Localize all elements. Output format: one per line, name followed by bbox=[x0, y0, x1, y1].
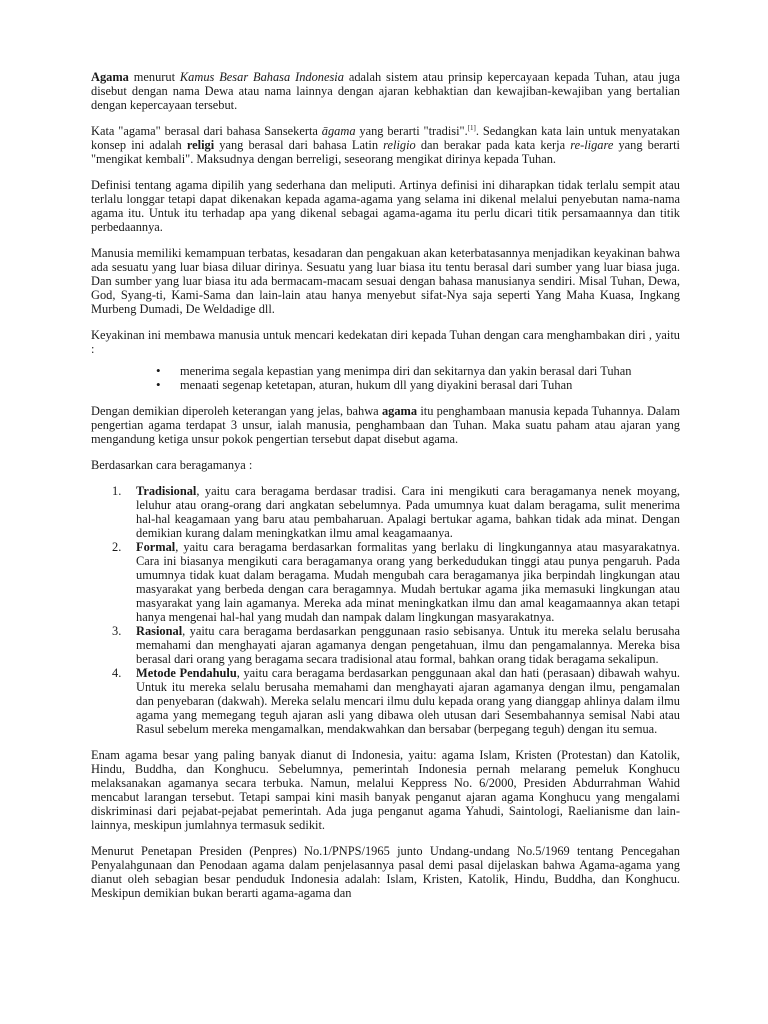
bullet-list bbox=[91, 364, 680, 392]
text-span: Kata "agama" berasal dari bahasa Sansekerta bbox=[91, 124, 322, 138]
text-span: menurut bbox=[128, 70, 180, 84]
paragraph-scope: Definisi tentang agama dipilih yang sederhana dan meliputi. Artinya definisi ini diharapkan tidak terlalu sempit atau terlalu longgar tetapi dapat dikenakan kepada agama-agama yang selama ini dikenal melalui penyebutan nama-nama agama itu. Untuk itu terhadap apa yang dikenal sebagai agama-agama itu perlu dicari titik persamaannya dan titik perbedaannya. bbox=[91, 178, 680, 234]
sanskrit-word: āgama bbox=[321, 124, 356, 138]
list-item-text: , yaitu cara beragama berdasarkan formalitas yang berlaku di lingkungannya atau masyarakatnya. Cara ini biasanya mengikuti cara beragamanya orang yang berkedudukan tinggi atau punya pengaruh. Pada umumnya tidak kuat dalam beragama. Mudah mengubah cara beragamanya jika berpindah lingkungan atau masyarakat yang berbeda dengan cara beragamnya. Mudah bertukar agama jika memasuki lingkungan atau masyarakat yang lain agamanya. Mereka ada minat meningkatkan ilmu dan amal keagamaannya akan tetapi hanya mengenai hal-hal yang mudah dan nampak dalam lingkungan masyarakatnya. bbox=[136, 540, 680, 624]
term-agama: Agama bbox=[91, 70, 129, 84]
footnote-ref[interactable]: [1] bbox=[467, 123, 476, 132]
bullet-item: • menerima segala kepastian yang menimpa diri dan sekitarnya dan yakin berasal dari Tuhan bbox=[180, 364, 680, 378]
latin-word-religio: religio bbox=[383, 138, 416, 152]
term-religi: religi bbox=[186, 138, 215, 152]
paragraph-conclusion bbox=[91, 404, 680, 446]
list-item-title: Metode Pendahulu bbox=[136, 666, 237, 680]
list-number: 2. bbox=[112, 540, 122, 554]
list-item bbox=[112, 624, 680, 666]
list-item-title: Formal bbox=[136, 540, 176, 554]
text-span: yang berarti "tradisi". bbox=[355, 124, 468, 138]
list-number: 1. bbox=[112, 484, 122, 498]
text-span: dan berakar pada kata kerja bbox=[415, 138, 571, 152]
paragraph-penpres: Menurut Penetapan Presiden (Penpres) No.1/PNPS/1965 junto Undang-undang No.5/1969 tentang Pencegahan Penyalahgunaan dan Penodaan agama dalam penjelasannya pasal demi pasal dijelaskan bahwa Agama-agama yang dianut oleh sebagian besar penduduk Indonesia adalah: Islam, Kristen, Katolik, Hindu, Buddha, dan Konghucu. Meskipun demikian bukan berarti agama-agama dan bbox=[91, 844, 680, 900]
paragraph-definition bbox=[91, 70, 680, 112]
text-span: itu penghambaan manusia kepada Tuhannya. Dalam pengertian agama terdapat 3 unsur, ialah manusia, penghambaan dan Tuhan. Maka suatu paham atau ajaran yang mengandung ketiga unsur pokok pengertian tersebut dapat disebut agama. bbox=[91, 404, 680, 446]
list-item-title: Rasional bbox=[136, 624, 183, 638]
paragraph-six-religions: Enam agama besar yang paling banyak dianut di Indonesia, yaitu: agama Islam, Kristen (Protestan) dan Katolik, Hindu, Buddha, dan Konghucu. Sebelumnya, pemerintah Indonesia pernah melarang pemeluk Konghucu melaksanakan agamanya secara terbuka. Namun, melalui Keppress No. 6/2000, Presiden Abdurrahman Wahid mencabut larangan tersebut. Tetapi sampai kini masih banyak penganut ajaran agama Konghucu yang mengalami diskriminasi dari pejabat-pejabat pemerintah. Ada juga penganut agama Yahudi, Saintologi, Raelianisme dan lain-lainnya, meskipun jumlahnya termasuk sedikit. bbox=[91, 748, 680, 832]
text-span: yang berasal dari bahasa Latin bbox=[214, 138, 384, 152]
text-span: yang berarti "mengikat kembali". Maksudnya dengan berreligi, seseorang mengikat dirinya kepada Tuhan. bbox=[91, 138, 680, 166]
list-item bbox=[112, 666, 680, 736]
dictionary-title: Kamus Besar Bahasa Indonesia bbox=[179, 70, 344, 84]
paragraph-list-intro: Berdasarkan cara beragamanya : bbox=[91, 458, 253, 472]
paragraph-etymology bbox=[91, 124, 680, 166]
numbered-list bbox=[91, 484, 680, 736]
list-item-text: , yaitu cara beragama berdasarkan penggunaan akal dan hati (perasaan) dibawah wahyu. Untuk itu mereka selalu berusaha memahami dan menghayati ajaran agamanya dengan ilmu, pengamalan dan penyebaran (dakwah). Mereka selalu mencari ilmu dulu kepada orang yang dianggap ahlinya dalam ilmu agama yang memegang teguh ajaran asli yang dibawa oleh utusan dari Sesembahannya semisal Nabi atau Rasul sebelum mereka mengamalkan, mendakwahkan dan bersabar (berpegang teguh) dengan itu semua. bbox=[136, 666, 680, 736]
list-item-title: Tradisional bbox=[136, 484, 197, 498]
paragraph-human-limits: Manusia memiliki kemampuan terbatas, kesadaran dan pengakuan akan keterbatasannya menjadikan keyakinan bahwa ada sesuatu yang luar biasa diluar dirinya. Sesuatu yang luar biasa itu tentu berasal dari sumber yang luar biasa juga. Dan sumber yang luar biasa itu ada bermacam-macam sesuai dengan bahasa manusianya sendiri. Misal Tuhan, Dewa, God, Syang-ti, Kami-Sama dan lain-lain atau hanya menyebut sifat-Nya saja seperti Yang Maha Kuasa, Ingkang Murbeng Dumadi, De Weldadige dll. bbox=[91, 246, 681, 316]
list-number: 4. bbox=[112, 666, 122, 680]
list-number: 3. bbox=[112, 624, 122, 638]
text-span: . Sedangkan kata lain untuk menyatakan konsep ini adalah bbox=[91, 124, 680, 152]
list-item-text: , yaitu cara beragama berdasar tradisi. Cara ini mengikuti cara beragamanya nenek moyang, leluhur atau orang-orang dari angkatan sebelumnya. Pada umumnya kuat dalam beragama, sulit menerima hal-hal keagamaan yang baru atau pembaharuan. Apalagi bertukar agama, bahkan tidak ada minat. Dengan demikian kurang dalam meningkatkan ilmu amal keagamaanya. bbox=[136, 484, 680, 540]
latin-word-religare: re-ligare bbox=[570, 138, 614, 152]
bullet-item: • menaati segenap ketetapan, aturan, hukum dll yang diyakini berasal dari Tuhan bbox=[180, 378, 680, 392]
list-item-text: , yaitu cara beragama berdasarkan penggunaan rasio sebisanya. Untuk itu mereka selalu berusaha memahami dan menghayati ajaran agamanya dengan pengetahuan, ilmu dan pengamalannya. Mereka bisa berasal dari orang yang beragama secara tradisional atau formal, bahkan orang tidak beragama sekalipun. bbox=[136, 624, 680, 666]
list-item bbox=[112, 484, 680, 540]
text-span: Dengan demikian diperoleh keterangan yang jelas, bahwa bbox=[91, 404, 382, 418]
term-agama-bold: agama bbox=[381, 404, 418, 418]
list-item bbox=[112, 540, 680, 624]
text-span: adalah sistem atau prinsip kepercayaan kepada Tuhan, atau juga disebut dengan nama Dewa atau nama lainnya dengan ajaran kebhaktian dan kewajiban-kewajiban yang bertalian dengan kepercayaan tersebut. bbox=[91, 70, 680, 112]
paragraph-belief: Keyakinan ini membawa manusia untuk mencari kedekatan diri kepada Tuhan dengan cara menghambakan diri , yaitu : bbox=[91, 328, 680, 356]
